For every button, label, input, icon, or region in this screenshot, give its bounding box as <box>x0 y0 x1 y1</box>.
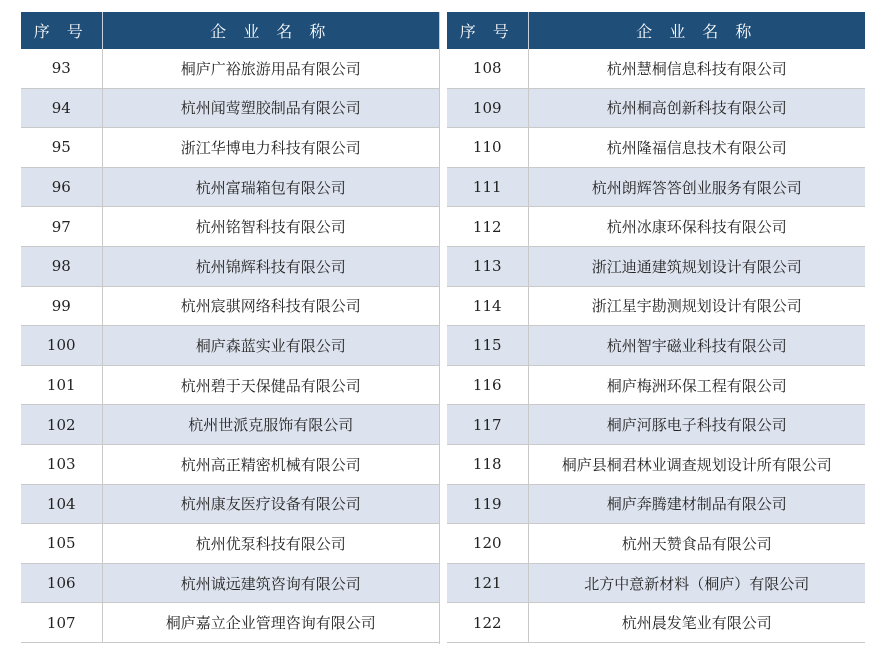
company-table-left <box>21 12 439 643</box>
serial-number-cell: 111 <box>447 167 528 207</box>
table-row <box>447 286 865 326</box>
table-row <box>21 484 439 524</box>
serial-number-cell: 107 <box>21 603 102 643</box>
table-row <box>447 365 865 405</box>
table-row <box>21 524 439 564</box>
company-name-cell: 杭州智宇磁业科技有限公司 <box>528 326 865 366</box>
serial-number-cell: 98 <box>21 246 102 286</box>
table-row <box>21 444 439 484</box>
company-name-cell: 浙江星宇勘测规划设计有限公司 <box>528 286 865 326</box>
company-name-cell: 杭州晨发笔业有限公司 <box>528 603 865 643</box>
table-row <box>21 88 439 128</box>
table-header-row <box>21 12 439 49</box>
table-row <box>21 603 439 643</box>
serial-number-cell: 120 <box>447 524 528 564</box>
serial-number-cell: 97 <box>21 207 102 247</box>
table-row <box>447 207 865 247</box>
company-name-cell: 浙江迪通建筑规划设计有限公司 <box>528 246 865 286</box>
header-company-name: 企 业 名 称 <box>528 12 865 49</box>
serial-number-cell: 95 <box>21 128 102 168</box>
table-row <box>21 246 439 286</box>
company-name-cell: 杭州桐高创新科技有限公司 <box>528 88 865 128</box>
table-row <box>447 524 865 564</box>
table-row <box>447 246 865 286</box>
table-row <box>21 326 439 366</box>
table-row <box>21 286 439 326</box>
company-name-cell: 杭州康友医疗设备有限公司 <box>102 484 439 524</box>
center-divider <box>439 12 440 644</box>
table-row <box>21 563 439 603</box>
table-header-row <box>447 12 865 49</box>
serial-number-cell: 117 <box>447 405 528 445</box>
company-name-cell: 杭州铭智科技有限公司 <box>102 207 439 247</box>
company-name-cell: 桐庐嘉立企业管理咨询有限公司 <box>102 603 439 643</box>
company-name-cell: 杭州天赞食品有限公司 <box>528 524 865 564</box>
header-company-name: 企 业 名 称 <box>102 12 439 49</box>
header-serial-number: 序 号 <box>21 12 102 49</box>
serial-number-cell: 100 <box>21 326 102 366</box>
table-row <box>447 49 865 88</box>
serial-number-cell: 105 <box>21 524 102 564</box>
table-row <box>447 484 865 524</box>
serial-number-cell: 108 <box>447 49 528 88</box>
serial-number-cell: 113 <box>447 246 528 286</box>
company-name-cell: 北方中意新材料（桐庐）有限公司 <box>528 563 865 603</box>
company-name-cell: 杭州诚远建筑咨询有限公司 <box>102 563 439 603</box>
company-name-cell: 桐庐梅洲环保工程有限公司 <box>528 365 865 405</box>
table-row <box>21 128 439 168</box>
company-name-cell: 桐庐河豚电子科技有限公司 <box>528 405 865 445</box>
serial-number-cell: 93 <box>21 49 102 88</box>
serial-number-cell: 121 <box>447 563 528 603</box>
serial-number-cell: 112 <box>447 207 528 247</box>
serial-number-cell: 119 <box>447 484 528 524</box>
table-row <box>21 49 439 88</box>
company-name-cell: 杭州隆福信息技术有限公司 <box>528 128 865 168</box>
company-name-cell: 桐庐奔腾建材制品有限公司 <box>528 484 865 524</box>
company-name-cell: 杭州高正精密机械有限公司 <box>102 444 439 484</box>
company-name-cell: 杭州冰康环保科技有限公司 <box>528 207 865 247</box>
serial-number-cell: 96 <box>21 167 102 207</box>
company-name-cell: 杭州富瑞箱包有限公司 <box>102 167 439 207</box>
company-name-cell: 杭州闻莺塑胶制品有限公司 <box>102 88 439 128</box>
serial-number-cell: 109 <box>447 88 528 128</box>
company-name-cell: 桐庐县桐君林业调查规划设计所有限公司 <box>528 444 865 484</box>
company-name-cell: 杭州优泵科技有限公司 <box>102 524 439 564</box>
company-name-cell: 杭州宸骐网络科技有限公司 <box>102 286 439 326</box>
table-row <box>447 167 865 207</box>
table-row <box>447 563 865 603</box>
table-row <box>447 326 865 366</box>
table-body-left <box>21 49 439 642</box>
company-name-cell: 桐庐森蓝实业有限公司 <box>102 326 439 366</box>
serial-number-cell: 101 <box>21 365 102 405</box>
serial-number-cell: 122 <box>447 603 528 643</box>
serial-number-cell: 99 <box>21 286 102 326</box>
serial-number-cell: 103 <box>21 444 102 484</box>
table-row <box>447 405 865 445</box>
serial-number-cell: 115 <box>447 326 528 366</box>
company-name-cell: 杭州慧桐信息科技有限公司 <box>528 49 865 88</box>
table-row <box>447 88 865 128</box>
company-name-cell: 桐庐广裕旅游用品有限公司 <box>102 49 439 88</box>
table-row <box>21 365 439 405</box>
serial-number-cell: 110 <box>447 128 528 168</box>
table-body-right <box>447 49 865 642</box>
serial-number-cell: 106 <box>21 563 102 603</box>
table-row <box>447 603 865 643</box>
table-row <box>21 207 439 247</box>
serial-number-cell: 102 <box>21 405 102 445</box>
serial-number-cell: 114 <box>447 286 528 326</box>
company-name-cell: 杭州碧于天保健品有限公司 <box>102 365 439 405</box>
company-name-cell: 杭州朗辉答答创业服务有限公司 <box>528 167 865 207</box>
serial-number-cell: 118 <box>447 444 528 484</box>
table-row <box>21 167 439 207</box>
company-name-cell: 杭州锦辉科技有限公司 <box>102 246 439 286</box>
table-row <box>21 405 439 445</box>
table-row <box>447 128 865 168</box>
serial-number-cell: 94 <box>21 88 102 128</box>
serial-number-cell: 116 <box>447 365 528 405</box>
company-name-cell: 杭州世派克服饰有限公司 <box>102 405 439 445</box>
table-row <box>447 444 865 484</box>
company-name-cell: 浙江华博电力科技有限公司 <box>102 128 439 168</box>
header-serial-number: 序 号 <box>447 12 528 49</box>
serial-number-cell: 104 <box>21 484 102 524</box>
company-table-right <box>447 12 865 643</box>
